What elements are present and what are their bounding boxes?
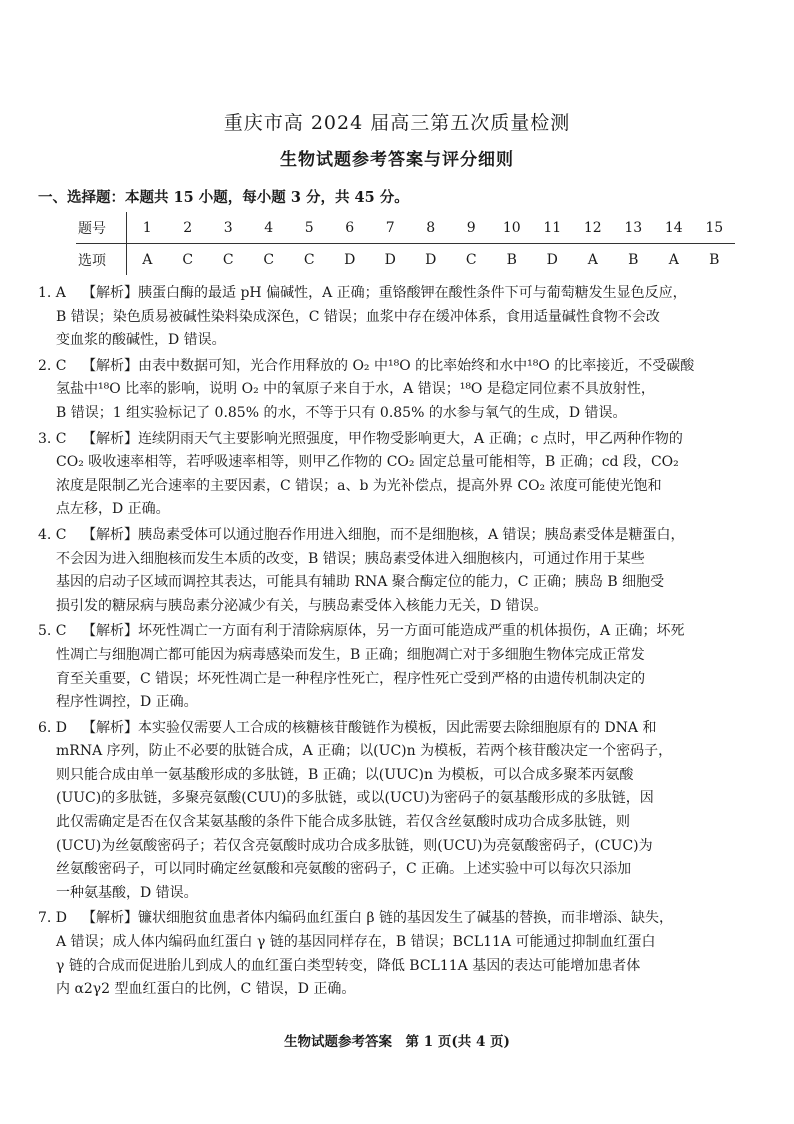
explanation-text: 【解析】坏死性凋亡一方面有利于清除病原体，另一方面可能造成严重的机体损伤，A 正确；坏死 bbox=[82, 623, 685, 640]
answer-cell: C bbox=[303, 251, 315, 268]
explanation-line bbox=[38, 524, 774, 548]
answer-item bbox=[38, 717, 774, 906]
answer-cell: D bbox=[546, 251, 558, 268]
explanation-line: 则只能合成由单一氨基酸形成的多肽链，B 正确；以(UUC)n 为模板，可以合成多聚苯丙氨酸 bbox=[56, 766, 634, 783]
question-number-cell: 8 bbox=[411, 212, 452, 244]
answer-cell: B bbox=[709, 251, 720, 268]
explanation-line bbox=[38, 282, 774, 306]
explanation-line: 内 α2γ2 型血红蛋白的比例，C 错误，D 正确。 bbox=[56, 981, 356, 998]
explanation-line: 程序性调控，D 正确。 bbox=[56, 694, 198, 711]
explanation-line: 性凋亡与细胞凋亡都可能因为病毒感染而发生，B 正确；细胞凋亡对于多细胞生物体完成正常发 bbox=[56, 646, 645, 663]
answer-cell: D bbox=[344, 251, 356, 268]
explanation-text: 【解析】本实验仅需要人工合成的核糖核苷酸链作为模板，因此需要去除细胞原有的 DNA 和 bbox=[82, 719, 657, 736]
explanation-text: 【解析】由表中数据可知，光合作用释放的 O₂ 中¹⁸O 的比率始终和水中¹⁸O 的比率接近，不受碳酸 bbox=[82, 357, 695, 374]
explanation-line: B 错误；1 组实验标记了 0.85% 的水，不等于只有 0.85% 的水参与氧气的生成，D 错误。 bbox=[56, 404, 627, 421]
item-number: 7. D bbox=[38, 910, 68, 927]
explanation-line bbox=[38, 620, 774, 644]
question-number-cell: 9 bbox=[451, 212, 492, 244]
question-number-cell: 7 bbox=[370, 212, 411, 244]
question-number-cell: 14 bbox=[654, 212, 695, 244]
question-number-cell: 3 bbox=[208, 212, 249, 244]
explanation-line: (UUC)的多肽链，多聚亮氨酸(CUU)的多肽链，或以(UCU)为密码子的氨基酸形成的多肽链，因 bbox=[56, 790, 654, 807]
item-number: 1. A bbox=[38, 285, 66, 301]
answer-cell: A bbox=[127, 244, 168, 276]
question-number-cell: 13 bbox=[613, 212, 654, 244]
explanation-line: 不会因为进入细胞核而发生本质的改变，B 错误；胰岛素受体进入细胞核内，可通过作用于某些 bbox=[56, 550, 645, 567]
question-number-cell: 5 bbox=[289, 212, 330, 244]
document-subtitle: 生物试题参考答案与评分细则 bbox=[280, 150, 514, 170]
explanation-line: 氢盐中¹⁸O 比率的影响，说明 O₂ 中的氧原子来自于水，A 错误；¹⁸O 是稳定同位素不具放射性， bbox=[56, 381, 655, 398]
explanation-line bbox=[38, 907, 774, 931]
answer-cell: B bbox=[628, 251, 639, 268]
item-number: 6. D bbox=[38, 719, 68, 736]
explanation-line: 变血浆的酸碱性，D 错误。 bbox=[56, 332, 226, 349]
question-number-cell: 12 bbox=[573, 212, 614, 244]
explanation-line: 此仅需确定是否在仅含某氨基酸的条件下能合成多肽链，若仅含丝氨酸时成功合成多肽链，则 bbox=[56, 814, 630, 831]
answer-cell: A bbox=[587, 251, 598, 268]
question-number-cell: 1 bbox=[127, 212, 168, 244]
question-number-cell: 2 bbox=[168, 212, 209, 244]
explanation-line: 损引发的糖尿病与胰岛素分泌减少有关，与胰岛素受体入核能力无关，D 错误。 bbox=[56, 597, 548, 614]
answer-cell: C bbox=[263, 251, 275, 268]
question-number-cell: 15 bbox=[694, 212, 735, 244]
answer-item bbox=[38, 355, 774, 426]
answer-item bbox=[38, 282, 774, 353]
answer-item bbox=[38, 907, 774, 1001]
document-title: 重庆市高 2024 届高三第五次质量检测 bbox=[223, 112, 571, 134]
question-number-cell: 10 bbox=[492, 212, 533, 244]
section-heading: 一、选择题：本题共 15 小题，每小题 3 分，共 45 分。 bbox=[38, 189, 409, 206]
answer-item bbox=[38, 428, 774, 522]
explanation-line: A 错误；成人体内编码血红蛋白 γ 链的基因同样存在，B 错误；BCL11A 可能通过抑制血红蛋白 bbox=[56, 934, 656, 951]
explanation-line: 基因的启动子区域而调控其表达，可能具有辅助 RNA 聚合酶定位的能力，C 正确；胰岛 B 细胞受 bbox=[56, 574, 665, 591]
explanation-line: CO₂ 吸收速率相等，若呼吸速率相等，则甲乙作物的 CO₂ 固定总量可能相等，B 正确；cd 段，CO₂ bbox=[56, 454, 679, 471]
explanation-line: B 错误；染色质易被碱性染料染成深色，C 错误；血浆中存在缓冲体系，食用适量碱性食物不会改 bbox=[56, 308, 660, 325]
answer-cell: C bbox=[465, 251, 477, 268]
item-number: 4. C bbox=[38, 526, 67, 543]
answer-item bbox=[38, 620, 774, 714]
explanation-line: 育至关重要，C 错误；坏死性凋亡是一种程序性死亡，程序性死亡受到严格的由遗传机制决定的 bbox=[56, 670, 646, 687]
question-number-cell: 11 bbox=[532, 212, 573, 244]
explanation-text: 【解析】镰状细胞贫血患者体内编码血红蛋白 β 链的基因发生了碱基的替换，而非增添、缺失， bbox=[82, 910, 673, 927]
explanation-text: 【解析】胰岛素受体可以通过胞吞作用进入细胞，而不是细胞核，A 错误；胰岛素受体是糖蛋白， bbox=[82, 526, 685, 543]
question-number-cell: 6 bbox=[330, 212, 371, 244]
explanation-line: 浓度是限制乙光合速率的主要因素，C 错误；a、b 为光补偿点，提高外界 CO₂ 浓度可能使光饱和 bbox=[56, 477, 662, 494]
explanation-line: 点左移，D 正确。 bbox=[56, 501, 170, 518]
answer-item bbox=[38, 524, 774, 618]
row-label-question-number: 题号 bbox=[76, 212, 127, 244]
answer-table-answer-row bbox=[76, 244, 735, 276]
answer-table-number-row bbox=[76, 212, 735, 244]
item-number: 3. C bbox=[38, 430, 67, 447]
explanation-line: (UCU)为丝氨酸密码子；若仅含亮氨酸时成功合成多肽链，则(UCU)为亮氨酸密码子，(CUC)为 bbox=[56, 837, 653, 854]
answer-table bbox=[76, 212, 735, 275]
row-label-option: 选项 bbox=[78, 252, 106, 269]
explanation-line: mRNA 序列，防止不必要的肽链合成，A 正确；以(UC)n 为模板，若两个核苷酸决定一个密码子， bbox=[56, 743, 673, 760]
explanation-line bbox=[38, 717, 774, 741]
answer-cell: B bbox=[506, 251, 517, 268]
item-number: 2. C bbox=[38, 357, 67, 374]
explanation-line bbox=[38, 428, 774, 452]
item-number: 5. C bbox=[38, 623, 67, 640]
explanation-text: 【解析】连续阴雨天气主要影响光照强度，甲作物受影响更大，A 正确；c 点时，甲乙两种作物的 bbox=[82, 430, 683, 447]
answer-cell: D bbox=[384, 251, 396, 268]
explanation-line: γ 链的合成而促进胎儿到成人的血红蛋白类型转变，降低 BCL11A 基因的表达可能增加患者体 bbox=[56, 957, 641, 974]
answer-cell: C bbox=[222, 251, 234, 268]
answer-cell: D bbox=[425, 251, 437, 268]
question-number-cell: 4 bbox=[249, 212, 290, 244]
answer-cell: A bbox=[668, 251, 679, 268]
explanation-line: 丝氨酸密码子，可以同时确定丝氨酸和亮氨酸的密码子，C 正确。上述实验中可以每次只添加 bbox=[56, 861, 632, 878]
answer-cell: C bbox=[182, 251, 194, 268]
page-footer: 生物试题参考答案 第 1 页(共 4 页) bbox=[284, 1034, 510, 1050]
explanation-line bbox=[38, 355, 774, 379]
answer-explanations bbox=[38, 282, 774, 1004]
explanation-text: 【解析】胰蛋白酶的最适 pH 偏碱性，A 正确；重铬酸钾在酸性条件下可与葡萄糖发生显色反应， bbox=[82, 285, 687, 301]
explanation-line: 一种氨基酸，D 错误。 bbox=[56, 884, 198, 901]
